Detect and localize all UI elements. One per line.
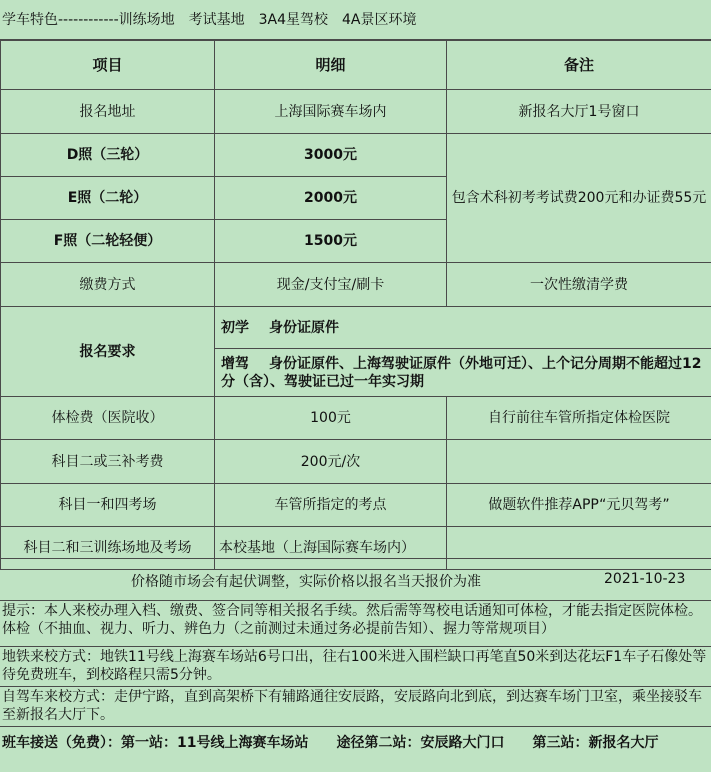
table-row <box>1 484 711 527</box>
row-item: F照（二轮轻便） <box>1 220 215 263</box>
row-item: 体检费（医院收） <box>1 397 215 440</box>
table-row <box>1 90 711 134</box>
metro-directions: 地铁来校方式：地铁11号线上海赛车场站6号口出，往右100米进入围栏缺口再笔直50米到达花坛F1车子石像处等待免费班车，到校路程只需5分钟。 <box>0 646 711 686</box>
row-item: E照（二轮） <box>1 177 215 220</box>
requirements-add <box>215 349 711 397</box>
row-item: 报名地址 <box>1 90 215 134</box>
row-detail: 200元/次 <box>215 440 447 484</box>
row-detail: 现金/支付宝/刷卡 <box>215 263 447 307</box>
requirements-row <box>1 307 711 349</box>
row-item: 科目二和三训练场地及考场 <box>1 527 215 570</box>
table-row <box>1 134 711 177</box>
row-detail: 上海国际赛车场内 <box>215 90 447 134</box>
row-note: 自行前往车管所指定体检医院 <box>447 397 711 440</box>
row-item: 科目二或三补考费 <box>1 440 215 484</box>
license-fee-note: 包含术科初考考试费200元和办证费55元 <box>447 134 711 263</box>
column-header-note: 备注 <box>447 41 711 90</box>
row-detail: 100元 <box>215 397 447 440</box>
shuttle-info: 班车接送（免费）：第一站：11号线上海赛车场站 途径第二站：安辰路大门口 第三站：新报名大厅 <box>0 726 711 772</box>
row-detail: 1500元 <box>215 220 447 263</box>
table-row <box>1 263 711 307</box>
notice-date: 2021-10-23 <box>604 571 686 587</box>
requirements-add-text: 身份证原件、上海驾驶证原件（外地可迁）、上个记分周期不能超过12分（含）、驾驶证已过一年实习期 <box>221 355 702 390</box>
row-note: 做题软件推荐APP“元贝驾考” <box>447 484 711 527</box>
row-detail: 本校基地（上海国际赛车场内） <box>215 527 447 570</box>
column-header-item: 项目 <box>1 41 215 90</box>
table-header-row <box>1 41 711 90</box>
price-notice-row <box>0 558 711 600</box>
requirements-first-label: 初学 <box>221 319 249 336</box>
tip-note: 提示：本人来校办理入档、缴费、签合同等相关报名手续。然后需等驾校电话通知可体检，才能去指定医院体检。体检（不抽血、视力、听力、辨色力（之前测过未通过务必提前告知）、握力等常规项目） <box>0 600 711 646</box>
requirements-first-text: 身份证原件 <box>269 319 339 336</box>
features-header: 学车特色------------训练场地 考试基地 3A4星驾校 4A景区环境 <box>0 0 711 40</box>
column-header-detail: 明细 <box>215 41 447 90</box>
row-item: D照（三轮） <box>1 134 215 177</box>
row-item: 科目一和四考场 <box>1 484 215 527</box>
fee-table <box>0 40 711 570</box>
table-row <box>1 397 711 440</box>
requirements-add-label: 增驾 <box>221 355 249 372</box>
row-detail: 3000元 <box>215 134 447 177</box>
requirements-first <box>215 307 711 349</box>
row-item: 缴费方式 <box>1 263 215 307</box>
row-note: 新报名大厅1号窗口 <box>447 90 711 134</box>
price-notice: 价格随市场会有起伏调整，实际价格以报名当天报价为准 <box>131 574 481 590</box>
drive-directions: 自驾车来校方式：走伊宁路，直到高架桥下有辅路通往安辰路，安辰路向北到底，到达赛车场门卫室，乘坐接驳车至新报名大厅下。 <box>0 686 711 726</box>
row-detail: 车管所指定的考点 <box>215 484 447 527</box>
table-row <box>1 440 711 484</box>
row-note: 一次性缴清学费 <box>447 263 711 307</box>
requirements-label: 报名要求 <box>1 307 215 397</box>
row-note <box>447 440 711 484</box>
row-detail: 2000元 <box>215 177 447 220</box>
